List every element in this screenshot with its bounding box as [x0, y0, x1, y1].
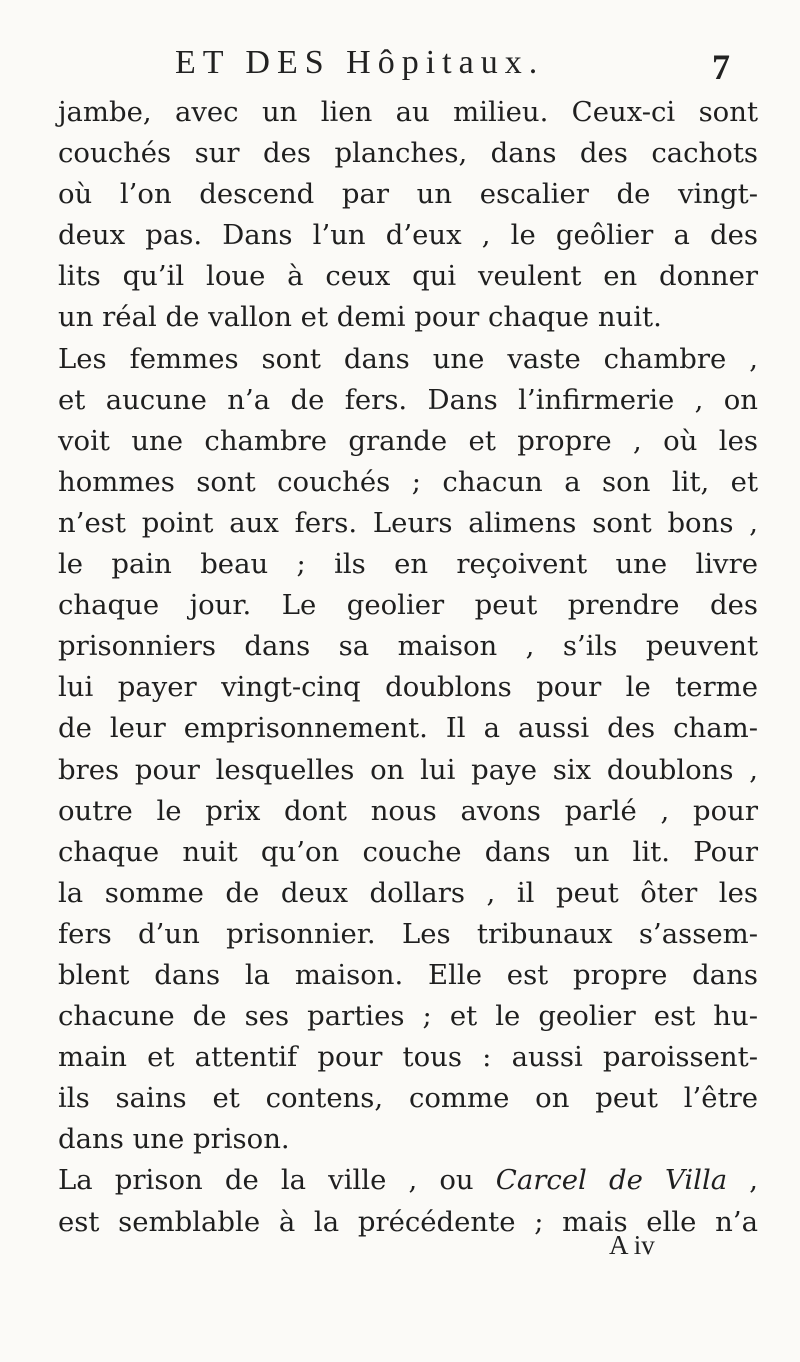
text-line: chacune de ses parties ; et le geolier est hu-: [58, 1000, 758, 1033]
text-line: chaque nuit qu’on couche dans un lit. Pour: [58, 835, 758, 868]
text-line: La prison de la ville , ou Carcel de Villa ,: [58, 1164, 759, 1197]
text-line: où l’on descend par un escalier de vingt-: [58, 178, 758, 211]
text-line: le pain beau ; ils en reçoivent une livre: [58, 548, 758, 581]
page-number: 7: [712, 47, 730, 87]
text-line: la somme de deux dollars , il peut ôter les: [58, 876, 758, 909]
text-line: deux pas. Dans l’un d’eux , le geôlier a des: [58, 219, 758, 252]
text-line: ils sains et contens, comme on peut l’être: [58, 1082, 758, 1115]
text-line: outre le prix dont nous avons parlé , pour: [58, 794, 758, 827]
text-line: dans une prison.: [58, 1123, 290, 1156]
body-text: [58, 92, 758, 1243]
text-line: de leur emprisonnement. Il a aussi des cham-: [58, 712, 758, 745]
text-line: blent dans la maison. Elle est propre dans: [58, 958, 758, 991]
text-line: et aucune n’a de fers. Dans l’infirmerie , on: [58, 383, 758, 416]
text-line: lits qu’il loue à ceux qui veulent en donner: [58, 260, 758, 293]
text-line: jambe, avec un lien au milieu. Ceux-ci sont: [58, 96, 758, 128]
italic-place-name: Carcel de Villa: [495, 1164, 728, 1197]
text-line: main et attentif pour tous : aussi paroissent-: [58, 1041, 758, 1074]
text-line: voit une chambre grande et propre , où les: [58, 424, 758, 457]
text-line: chaque jour. Le geolier peut prendre des: [58, 589, 758, 622]
signature-mark: A iv: [609, 1230, 655, 1260]
text-line: lui payer vingt-cinq doublons pour le terme: [58, 671, 758, 704]
text-line: hommes sont couchés ; chacun a son lit, et: [58, 465, 758, 498]
running-head: [175, 44, 735, 94]
text-line: bres pour lesquelles on lui paye six doublons ,: [58, 753, 758, 786]
text-line: fers d’un prisonnier. Les tribunaux s’assem-: [58, 917, 758, 950]
text-line: un réal de vallon et demi pour chaque nuit.: [58, 301, 662, 334]
text-line: couchés sur des planches, dans des cachots: [58, 137, 758, 170]
text-line: est semblable à la précédente ; mais elle n’a: [58, 1205, 758, 1238]
running-head-title: ET DES Hôpitaux.: [175, 44, 545, 81]
text-line: n’est point aux fers. Leurs alimens sont bons ,: [58, 506, 758, 539]
text-line: prisonniers dans sa maison , s’ils peuvent: [58, 630, 758, 663]
text-line: Les femmes sont dans une vaste chambre ,: [58, 342, 758, 375]
